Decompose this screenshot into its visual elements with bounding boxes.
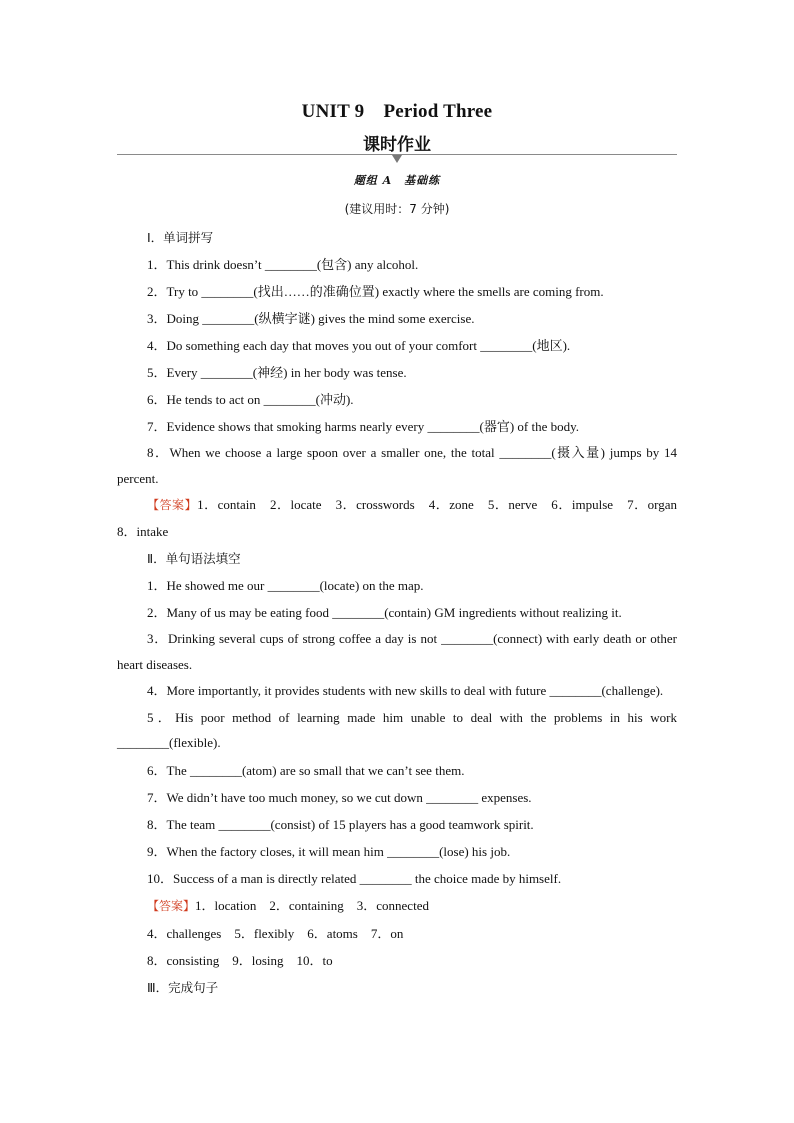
question-item: 4．More importantly, it provides students with new skills to deal with future ________(challenge). — [147, 683, 664, 698]
question-item: 8．The team ________(consist) of 15 players has a good teamwork spirit. — [147, 816, 534, 832]
question-item: 5．His poor method of learning made him unable to deal with the problems in his work ________(flexible). — [117, 709, 677, 750]
answer-text: 1．contain 2．locate 3．crosswords 4．zone 5．nerve 6．impulse 7．organ 8．intake — [117, 497, 691, 539]
answer-text: 4．challenges 5．flexibly 6．atoms 7．on — [147, 925, 404, 941]
answer-block — [117, 492, 691, 544]
section-heading: Ⅲ．完成句子 — [147, 979, 219, 995]
question-item: 9．When the factory closes, it will mean him ________(lose) his job. — [147, 843, 511, 859]
section-heading: Ⅱ．单句语法填空 — [147, 551, 241, 566]
group-label: 题组 A 基础练 — [353, 174, 441, 187]
question-item: 6．He tends to act on ________(冲动). — [147, 392, 354, 407]
answer-label: 【答案】 — [147, 898, 196, 913]
question-item: 2．Try to ________(找出……的准确位置) exactly where the smells are coming from. — [147, 284, 604, 299]
question-item: 10．Success of a man is directly related ________ the choice made by himself. — [147, 870, 562, 886]
question-item: 8．When we choose a large spoon over a smaller one, the total ________(摄入量) jumps by 14 percent. — [117, 445, 677, 486]
question-item: 3．Drinking several cups of strong coffee a day is not ________(connect) with early death or other heart diseases. — [117, 631, 677, 672]
section-heading: Ⅰ．单词拼写 — [147, 230, 214, 245]
question-item: 4．Do something each day that moves you out of your comfort ________(地区). — [147, 338, 571, 353]
page-subtitle: 课时作业 — [363, 135, 431, 155]
question-item: 2．Many of us may be eating food ________(contain) GM ingredients without realizing it. — [147, 605, 622, 620]
worksheet-content — [117, 224, 691, 1001]
question-item: 1．He showed me our ________(locate) on the map. — [147, 578, 424, 593]
question-item: 7．We didn’t have too much money, so we cut down ________ expenses. — [147, 789, 532, 805]
time-note: (建议用时：7 分钟) — [344, 202, 450, 216]
answer-text: 1．location 2．containing 3．connected — [195, 897, 429, 913]
page-title: UNIT 9 Period Three — [301, 101, 493, 122]
question-item: 7．Evidence shows that smoking harms nearly every ________(器官) of the body. — [147, 419, 580, 434]
answer-text: 8．consisting 9．losing 10．to — [147, 952, 333, 968]
answer-label: 【答案】 — [147, 498, 198, 512]
question-item: 3．Doing ________(纵横字谜) gives the mind some exercise. — [147, 311, 475, 326]
question-item: 1．This drink doesn’t ________(包含) any alcohol. — [147, 257, 419, 272]
question-item: 5．Every ________(神经) in her body was tense. — [147, 365, 407, 380]
answer-block — [117, 892, 677, 920]
triangle-marker-icon — [392, 155, 402, 163]
question-item: 6．The ________(atom) are so small that we can’t see them. — [147, 762, 465, 778]
